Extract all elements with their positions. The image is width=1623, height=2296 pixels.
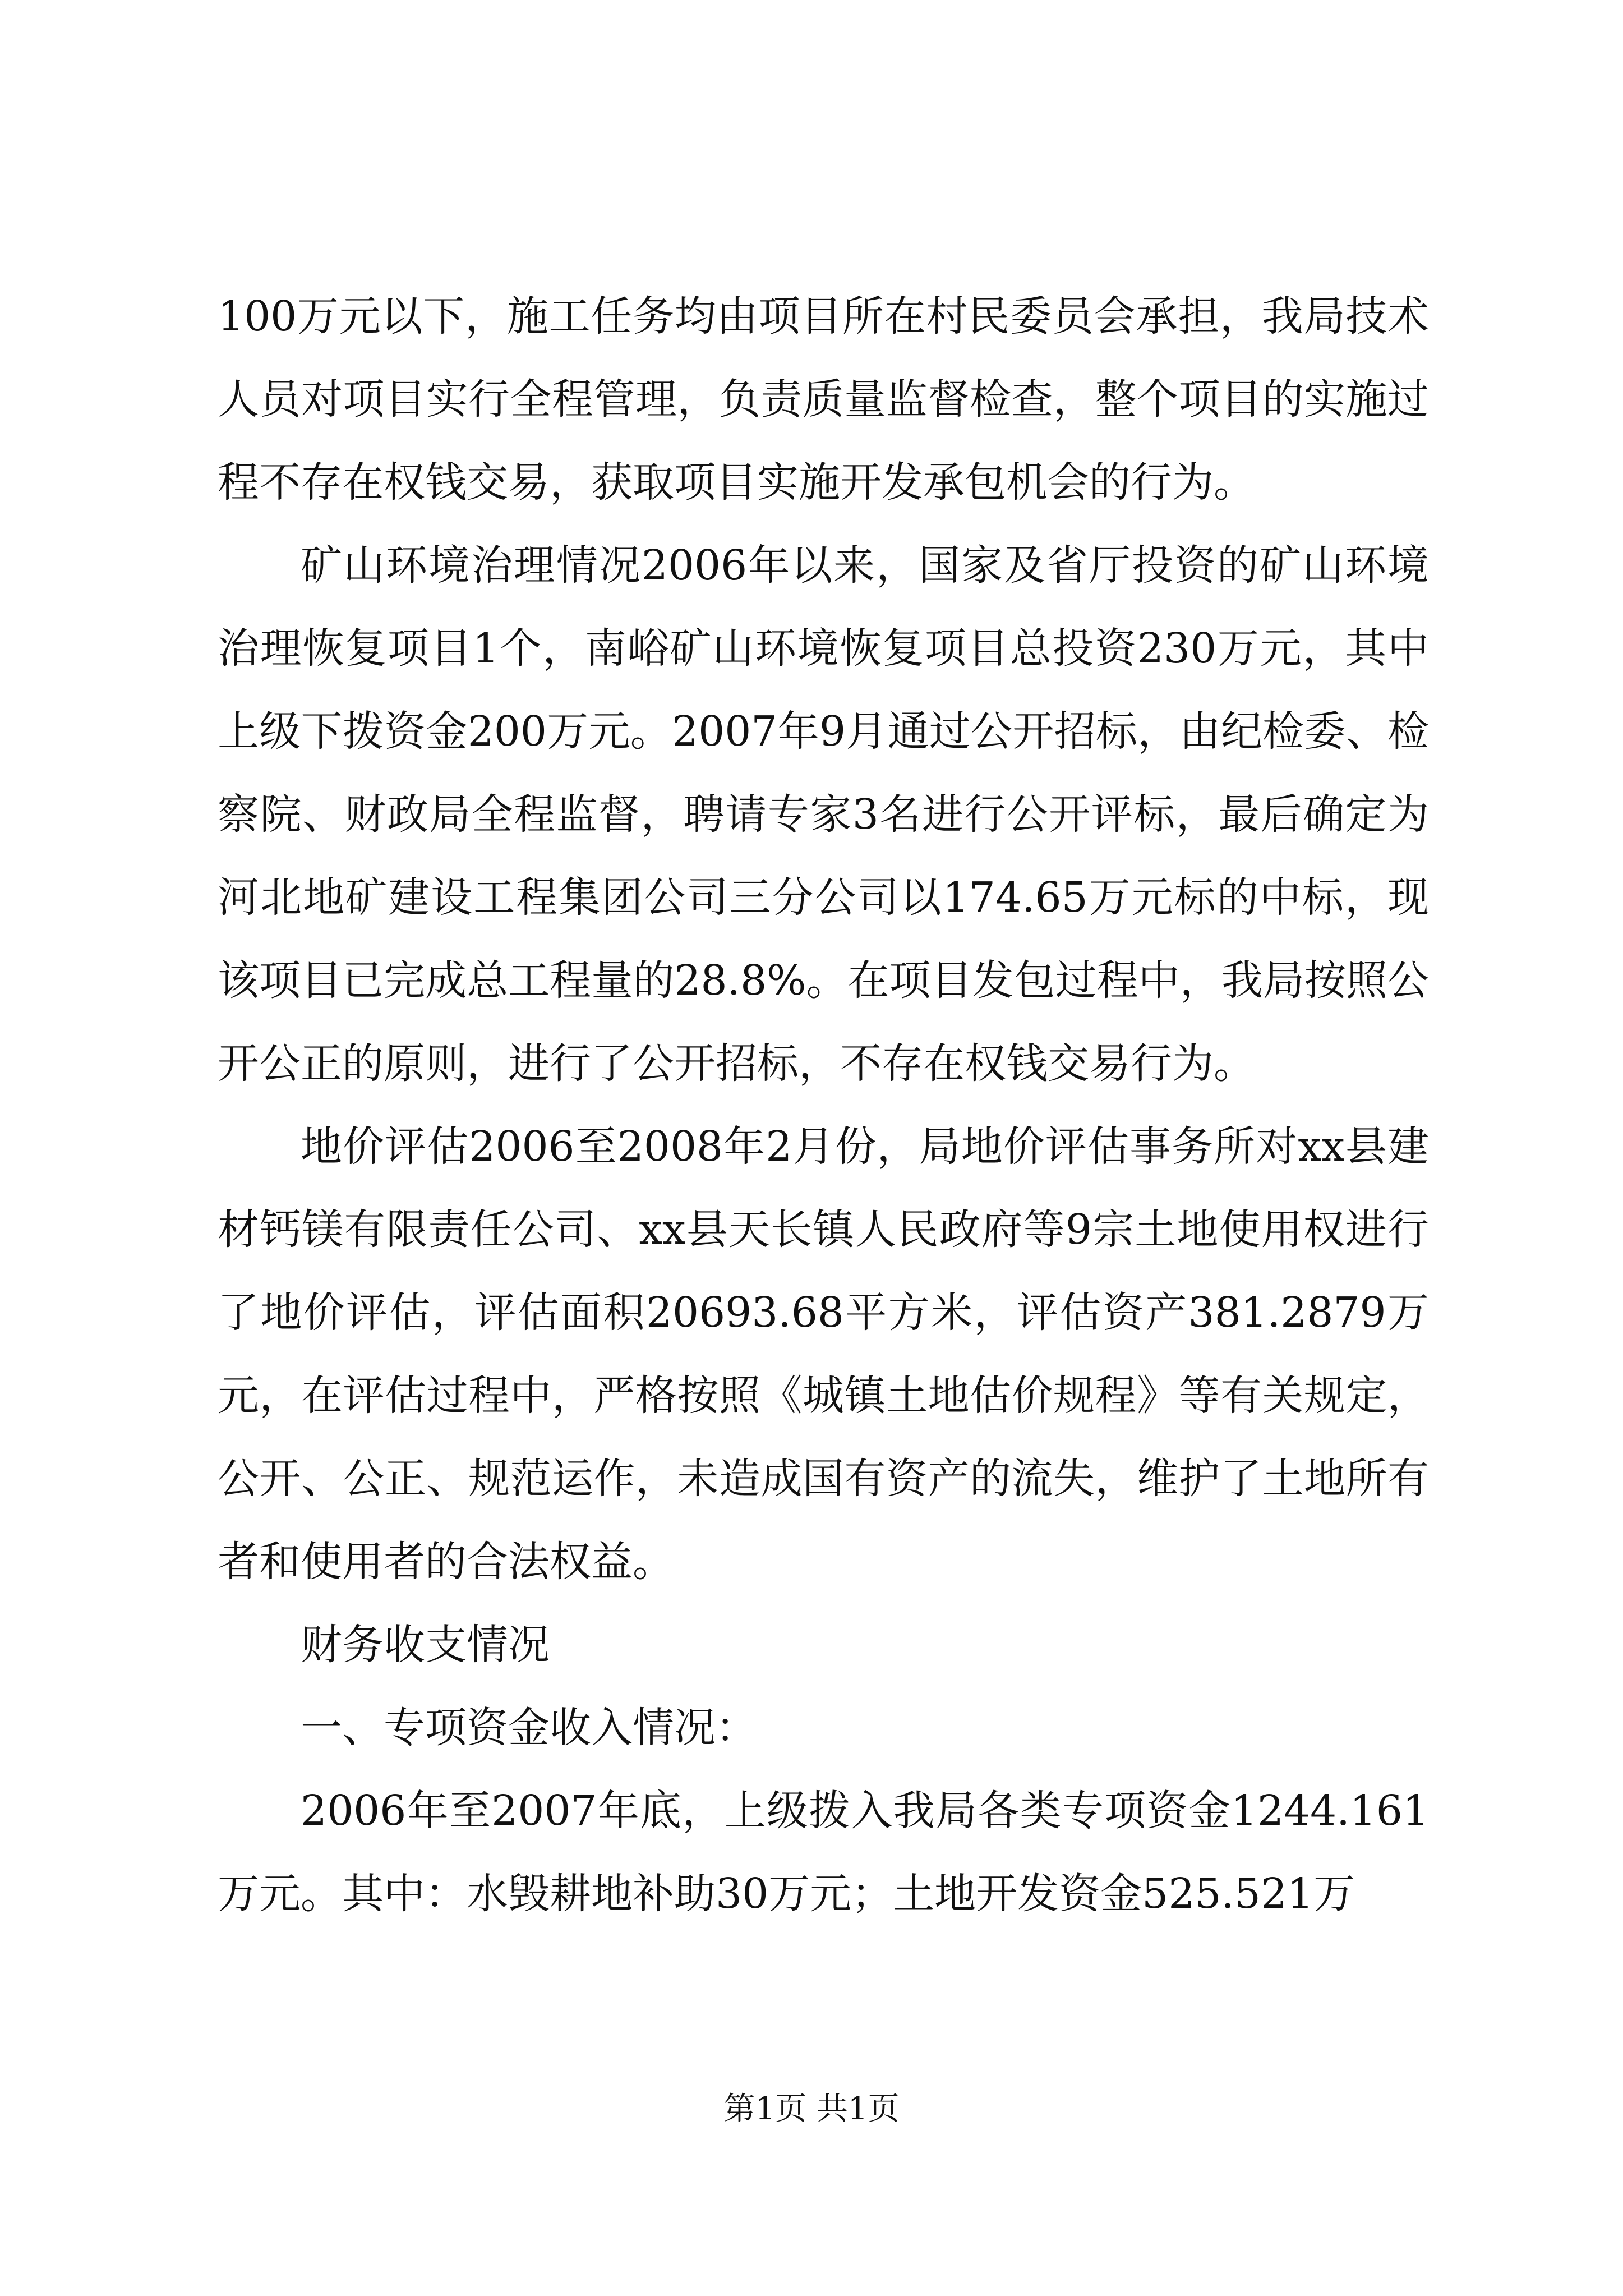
paragraph-5: 一、专项资金收入情况： <box>301 1704 757 1752</box>
paragraph-1: 100万元以下，施工任务均由项目所在村民委员会承担，我局技术人员对项目实行全程管理，负责质量监督检查，整个项目的实施过程不存在权钱交易，获取项目实施开发承包机会的行为。 <box>218 292 1429 507</box>
paragraph-4: 财务收支情况 <box>301 1621 550 1669</box>
paragraph-3: 地价评估2006至2008年2月份，局地价评估事务所对xx县建材钙镁有限责任公司、xx县天长镇人民政府等9宗土地使用权进行了地价评估，评估面积20693.68平方米，评估资产381.2879万元，在评估过程中，严格按照《城镇土地估价规程》等有关规定，公开、公正、规范运作，未造成国有资产的流失，维护了土地所有者和使用者的合法权益。 <box>218 1122 1429 1586</box>
paragraph-6: 2006年至2007年底，上级拨入我局各类专项资金1244.161万元。其中：水毁耕地补助30万元；土地开发资金525.521万 <box>218 1787 1429 1918</box>
document-body <box>218 275 1429 1935</box>
paragraph-2: 矿山环境治理情况2006年以来，国家及省厅投资的矿山环境治理恢复项目1个，南峪矿山环境恢复项目总投资230万元，其中上级下拨资金200万元。2007年9月通过公开招标，由纪检委、检察院、财政局全程监督，聘请专家3名进行公开评标，最后确定为河北地矿建设工程集团公司三分公司以174.65万元标的中标，现该项目已完成总工程量的28.8%。在项目发包过程中，我局按照公开公正的原则，进行了公开招标，不存在权钱交易行为。 <box>218 541 1429 1088</box>
page-footer: 第1页 共1页 <box>723 2091 900 2127</box>
